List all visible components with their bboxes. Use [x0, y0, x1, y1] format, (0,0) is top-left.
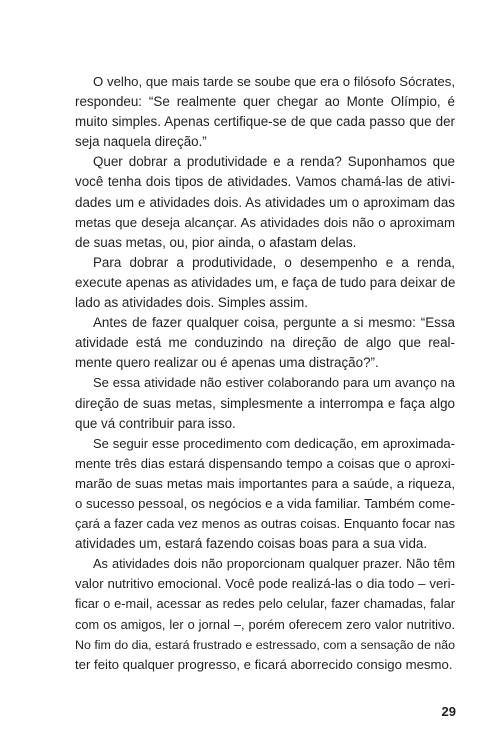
text-line: mente quero realizar ou é apenas uma distração?”. — [75, 355, 379, 371]
text-line: dades um e atividades dois. As atividades um o aproximam das — [75, 194, 455, 210]
text-line: Para dobrar a produtividade, o desempenho e a renda, — [93, 254, 455, 270]
text-line: lado as atividades dois. Simples assim. — [75, 295, 308, 311]
text-line: ter feito qualquer progresso, e ficará aborrecido consigo mesmo. — [75, 656, 453, 672]
text-line: muito simples. Apenas certifique-se de que cada passo que der — [75, 114, 455, 130]
text-line: atividades um, estará fazendo coisas boas para a sua vida. — [75, 536, 428, 552]
text-line: seja naquela direção.” — [75, 134, 207, 150]
text-line: Antes de fazer qualquer coisa, pergunte a si mesmo: “Essa — [93, 315, 455, 331]
text-line: respondeu: “Se realmente quer chegar ao Monte Olímpio, é — [75, 94, 455, 110]
text-line: ficar o e-mail, acessar as redes pelo celular, fazer chamadas, falar — [75, 596, 455, 612]
text-line: direção de suas metas, simplesmente a interrompa e faça algo — [75, 395, 455, 411]
text-line: com os amigos, ler o jornal –, porém oferecem zero valor nutritivo. — [75, 616, 455, 632]
text-line: atividade está me conduzindo na direção de algo que real- — [75, 335, 455, 351]
page-number: 29 — [441, 704, 456, 719]
text-line: marão de suas metas mais importantes para a saúde, a riqueza, — [75, 475, 455, 491]
text-line: valor nutritivo emocional. Você pode realizá-las o dia todo – veri- — [75, 576, 455, 592]
text-line: mente três dias estará dispensando tempo a coisas que o aproxi- — [75, 455, 455, 471]
text-line: çará a fazer cada vez menos as outras coisas. Enquanto focar nas — [75, 516, 455, 532]
text-line: de suas metas, ou, pior ainda, o afastam delas. — [75, 234, 357, 250]
text-line: metas que deseja alcançar. As atividades dois não o aproximam — [75, 214, 455, 230]
text-line: execute apenas as atividades um, e faça de tudo para deixar de — [75, 274, 456, 290]
text-line: No fim do dia, estará frustrado e estressado, com a sensação de não — [75, 637, 455, 652]
text-line: O velho, que mais tarde se soube que era o filósofo Sócrates, — [93, 74, 455, 89]
text-line: Se essa atividade não estiver colaborando para um avanço na — [93, 375, 455, 391]
text-line: Se seguir esse procedimento com dedicação, em aproximada- — [93, 435, 455, 451]
text-line: o sucesso pessoal, os negócios e a vida familiar. Também come- — [75, 495, 455, 511]
text-line: que vá contribuir para isso. — [75, 415, 236, 431]
text-line: As atividades dois não proporcionam qualquer prazer. Não têm — [93, 556, 455, 572]
text-line: você tenha dois tipos de atividades. Vamos chamá-las de ativi- — [75, 174, 455, 190]
body-text — [75, 72, 455, 675]
text-line: Quer dobrar a produtividade e a renda? Suponhamos que — [93, 154, 455, 170]
